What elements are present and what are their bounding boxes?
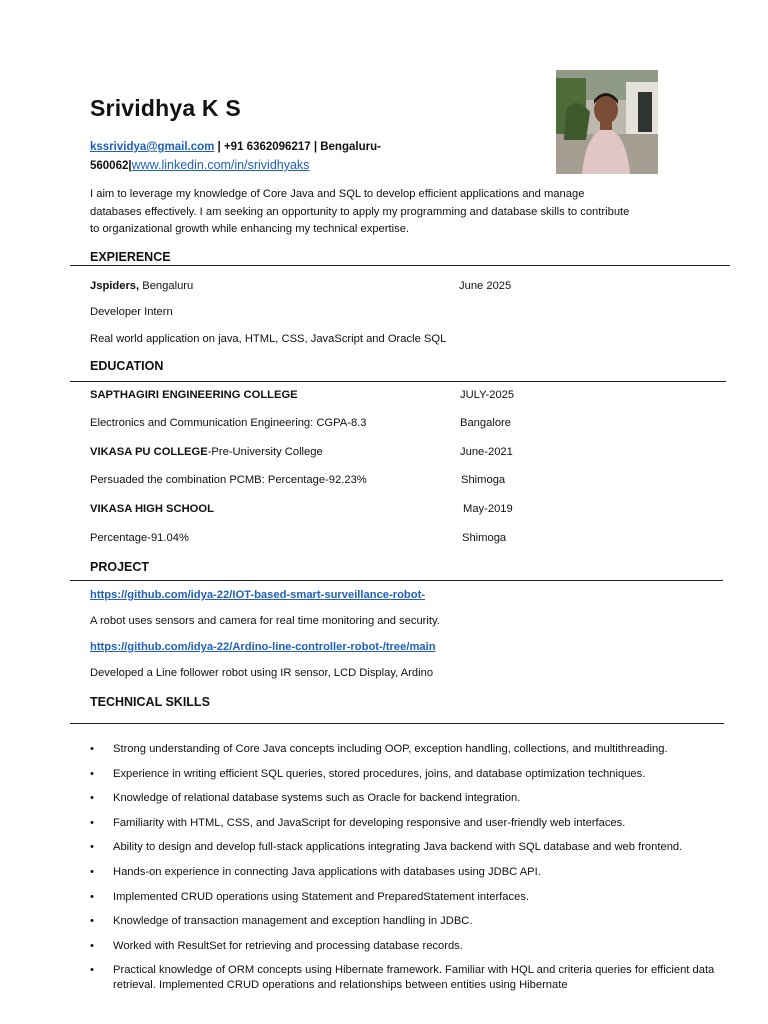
- bullet-icon: •: [90, 792, 94, 805]
- degree-detail: Electronics and Communication Engineering: CGPA-8.3: [90, 417, 367, 429]
- experience-description: Real world application on java, HTML, CSS, JavaScript and Oracle SQL: [90, 333, 447, 345]
- bullet-icon: •: [90, 841, 94, 854]
- technical-skills-heading: TECHNICAL SKILLS: [90, 695, 210, 709]
- pu-college-suffix: -Pre-University College: [207, 446, 323, 458]
- experience-date: June 2025: [459, 280, 512, 292]
- pu-college-line: [90, 446, 323, 458]
- skill-text: Practical knowledge of ORM concepts using Hibernate framework. Familiar with HQL and criteria queries for efficient data retrieval. Implemented CRUD operations and relationships between entities using Hibernate: [113, 964, 715, 992]
- list-item: [90, 742, 755, 757]
- pu-college-name: VIKASA PU COLLEGE: [90, 446, 208, 458]
- experience-divider: [70, 265, 730, 266]
- education-divider: [70, 381, 726, 382]
- skill-text: Knowledge of relational database systems such as Oracle for backend integration.: [113, 792, 521, 805]
- list-item: [90, 791, 755, 806]
- skill-text: Hands-on experience in connecting Java applications with databases using JDBC API.: [113, 865, 541, 878]
- career-objective: I aim to leverage my knowledge of Core Java and SQL to develop efficient applications and manage databases effectively. I am seeking an opportunity to apply my programming and database skills to contribute to organizational growth while enhancing my technical expertise.: [90, 188, 630, 235]
- list-item: [90, 914, 755, 929]
- school-name: VIKASA HIGH SCHOOL: [90, 503, 214, 515]
- experience-heading: EXPIERENCE: [90, 250, 171, 264]
- skill-text: Experience in writing efficient SQL queries, stored procedures, joins, and database optimization techniques.: [113, 767, 646, 780]
- list-item: [90, 767, 755, 782]
- list-item: [90, 890, 755, 905]
- skill-text: Familiarity with HTML, CSS, and JavaScript for developing responsive and user-friendly web interfaces.: [113, 816, 626, 829]
- college-place: Bangalore: [460, 417, 512, 429]
- college-date: JULY-2025: [460, 389, 515, 401]
- profile-photo: [556, 70, 658, 174]
- technical-skills-divider: [70, 723, 724, 724]
- company-location: Bengaluru: [139, 280, 194, 292]
- pincode: 560062: [90, 160, 129, 172]
- project-description-surveillance: A robot uses sensors and camera for real time monitoring and security.: [90, 615, 440, 627]
- linkedin-link[interactable]: www.linkedin.com/in/srividhyaks: [131, 158, 310, 172]
- contact-block: [90, 138, 390, 175]
- college-name: SAPTHAGIRI ENGINEERING COLLEGE: [90, 389, 298, 401]
- candidate-name: Srividhya K S: [90, 95, 241, 121]
- skill-text: Worked with ResultSet for retrieving and processing database records.: [113, 939, 463, 952]
- bullet-icon: •: [90, 964, 94, 977]
- education-heading: EDUCATION: [90, 359, 164, 373]
- project-divider: [70, 580, 723, 581]
- company-name: Jspiders,: [90, 280, 140, 292]
- pu-detail: Persuaded the combination PCMB: Percentage-92.23%: [90, 474, 367, 486]
- school-date: May-2019: [463, 503, 513, 515]
- skills-list: [90, 742, 755, 1003]
- project-link-line-follower[interactable]: https://github.com/idya-22/Ardino-line-controller-robot-/tree/main: [90, 641, 436, 653]
- skill-text: Ability to design and develop full-stack applications integrating Java backend with SQL database and web frontend.: [113, 841, 683, 854]
- skill-text: Strong understanding of Core Java concepts including OOP, exception handling, collections, and multithreading.: [113, 743, 668, 755]
- bullet-icon: •: [90, 890, 94, 903]
- list-item: [90, 816, 755, 831]
- skill-text: Implemented CRUD operations using Statement and PreparedStatement interfaces.: [113, 890, 530, 903]
- experience-company-line: [90, 280, 193, 292]
- skill-text: Knowledge of transaction management and exception handling in JDBC.: [113, 915, 473, 928]
- experience-role: Developer Intern: [90, 306, 173, 318]
- school-place: Shimoga: [462, 532, 507, 544]
- bullet-icon: •: [90, 816, 94, 829]
- list-item: [90, 963, 755, 993]
- list-item: [90, 939, 755, 954]
- bullet-icon: •: [90, 743, 94, 755]
- project-link-surveillance[interactable]: https://github.com/idya-22/IOT-based-smart-surveillance-robot-: [90, 589, 426, 601]
- school-detail: Percentage-91.04%: [90, 532, 189, 544]
- pu-date: June-2021: [460, 446, 513, 458]
- bullet-icon: •: [90, 915, 94, 928]
- pu-place: Shimoga: [461, 474, 506, 486]
- bullet-icon: •: [90, 939, 94, 952]
- project-heading: PROJECT: [90, 560, 150, 574]
- email-link[interactable]: kssrividya@gmail.com: [90, 141, 215, 153]
- bullet-icon: •: [90, 865, 94, 878]
- phone-location: | +91 6362096217 | Bengaluru-: [214, 141, 381, 153]
- list-item: [90, 840, 755, 855]
- list-item: [90, 865, 755, 880]
- bullet-icon: •: [90, 767, 94, 780]
- project-description-line-follower: Developed a Line follower robot using IR sensor, LCD Display, Ardino: [90, 667, 434, 679]
- separator: |: [128, 160, 132, 172]
